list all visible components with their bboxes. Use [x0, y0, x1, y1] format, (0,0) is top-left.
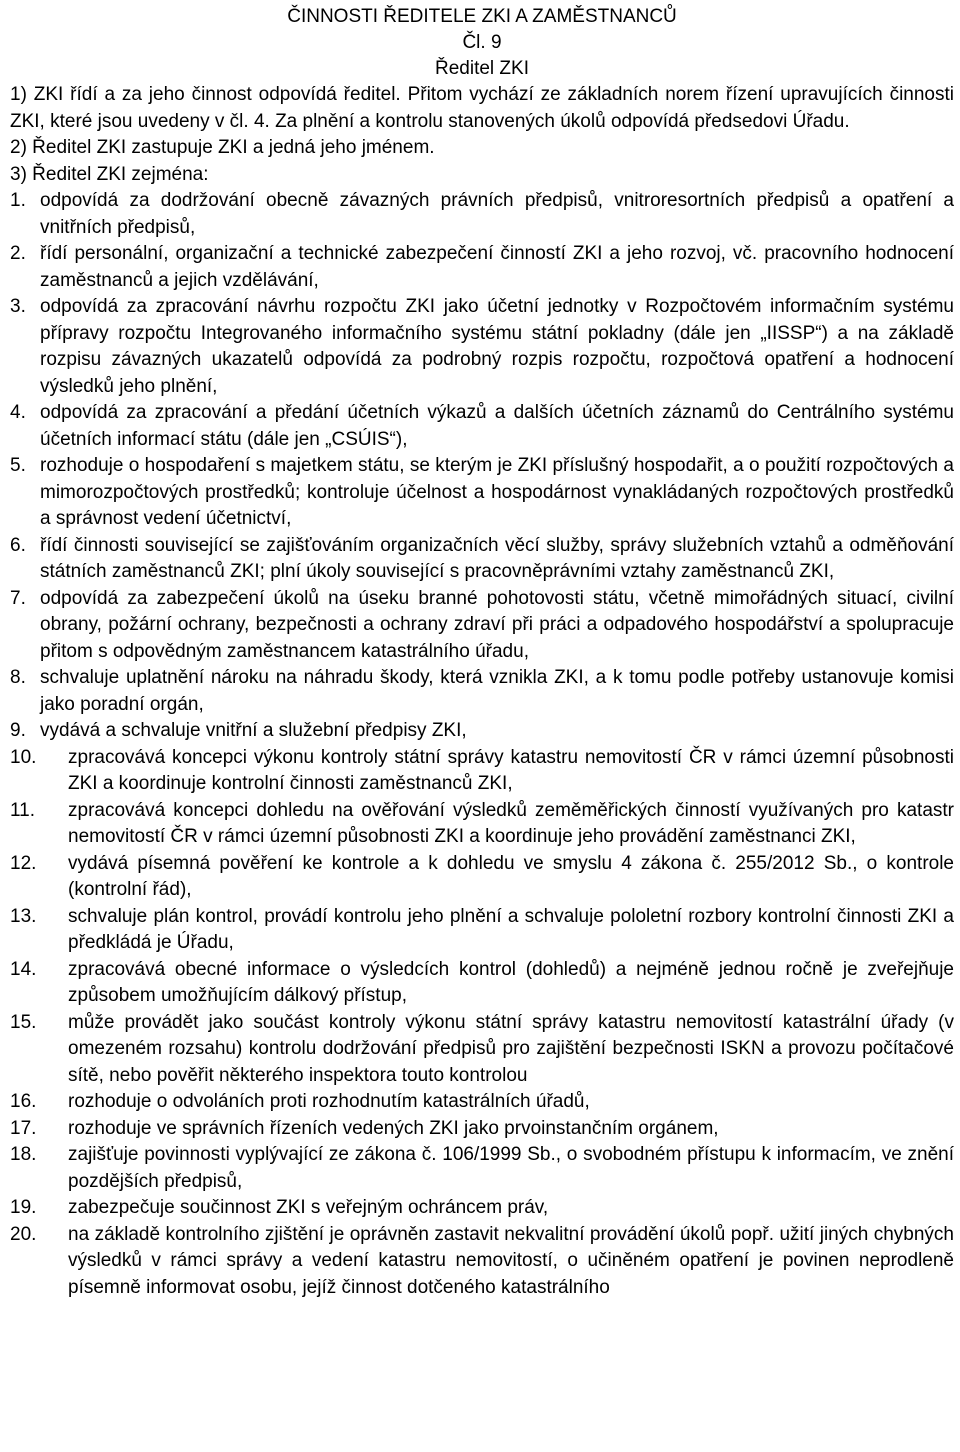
list-item-number: 10.: [10, 746, 37, 768]
list-item-number: 3.: [10, 296, 26, 317]
list-item-text: rozhoduje o hospodaření s majetkem státu, se kterým je ZKI příslušný hospodařit, a o použití rozpočtových a mimorozpočtových prostředků; kontroluje účelnost a hospodárnost vynakládaných rozpočtových prostředků a správnost vedení účetnictví,: [40, 455, 954, 529]
list-item: [10, 294, 954, 400]
list-item-text: zabezpečuje součinnost ZKI s veřejným ochráncem práv,: [68, 1197, 549, 1218]
list-item: [10, 533, 954, 586]
list-item: [10, 718, 954, 745]
list-item: [10, 1142, 954, 1195]
article-subtitle: Ředitel ZKI: [435, 58, 529, 79]
list-item: [10, 851, 954, 904]
list-item: [10, 1116, 954, 1143]
list-item: [10, 400, 954, 453]
list-item-number: 7.: [10, 587, 26, 609]
list-item-text: řídí činnosti související se zajišťováním organizačních věcí služby, správy služebních vztahů a odměňování státních zaměstnanců ZKI; plní úkoly související s pracovněprávními vztahy zaměstnanců ZKI,: [40, 534, 954, 582]
list-item-text: rozhoduje o odvoláních proti rozhodnutím katastrálních úřadů,: [68, 1091, 590, 1112]
list-item-number: 5.: [10, 455, 26, 476]
paragraph-2: 2) Ředitel ZKI zastupuje ZKI a jedná jeho jménem.: [10, 137, 435, 158]
list-item-text: řídí personální, organizační a technické zabezpečení činností ZKI a jeho rozvoj, vč. pracovního hodnocení zaměstnanců a jejich vzdělávání,: [40, 243, 954, 291]
list-item-text: na základě kontrolního zjištění je oprávněn zastavit nekvalitní provádění úkolů popř. užití jiných chybných výsledků v rámci správy a vedení katastru nemovitostí, o učiněném opatření je povinen neprodleně písemně informovat osobu, jejíž činnost dotčeného katastrálního: [68, 1223, 954, 1298]
list-item-text: rozhoduje ve správních řízeních vedených ZKI jako prvoinstančním orgánem,: [68, 1117, 719, 1139]
list-item-text: odpovídá za dodržování obecně závazných právních předpisů, vnitroresortních předpisů a opatření a vnitřních předpisů,: [40, 190, 954, 238]
list-item-number: 1.: [10, 190, 26, 211]
list-item-text: zajišťuje povinnosti vyplývající ze zákona č. 106/1999 Sb., o svobodném přístupu k informacím, ve znění pozdějších předpisů,: [68, 1144, 954, 1192]
list-item: [10, 798, 954, 851]
duties-list: [10, 188, 954, 1301]
list-item-text: zpracovává koncepci výkonu kontroly státní správy katastru nemovitostí ČR v rámci územní působnosti ZKI a koordinuje kontrolní činnosti zaměstnanců ZKI,: [68, 746, 954, 794]
list-item: [10, 586, 954, 666]
list-item-number: 19.: [10, 1197, 37, 1218]
article-number: Čl. 9: [462, 32, 502, 53]
list-item: [10, 1222, 954, 1302]
list-item: [10, 745, 954, 798]
list-item-number: 8.: [10, 667, 26, 688]
list-item-number: 6.: [10, 534, 26, 556]
list-item-number: 11.: [10, 799, 36, 821]
list-item-number: 14.: [10, 958, 37, 980]
paragraph-3: 3) Ředitel ZKI zejména:: [10, 163, 209, 185]
list-item: [10, 1089, 954, 1116]
list-item-text: odpovídá za zpracování a předání účetních výkazů a dalších účetních záznamů do Centrálního systému účetních informací státu (dále jen „CSÚIS“),: [40, 402, 954, 450]
list-item-text: schvaluje plán kontrol, provádí kontrolu jeho plnění a schvaluje pololetní rozbory kontrolní činnosti ZKI a předkládá je Úřadu,: [68, 905, 954, 953]
list-item: [10, 1195, 954, 1222]
list-item: [10, 241, 954, 294]
list-item-text: může provádět jako součást kontroly výkonu státní správy katastru nemovitostí katastrální úřady (v omezeném rozsahu) kontrolu dodržování předpisů pro zajištění bezpečnosti ISKN a provozu počítačové sítě, nebo pověřit některého inspektora touto kontrolou: [68, 1011, 954, 1086]
list-item: [10, 957, 954, 1010]
list-item: [10, 188, 954, 241]
chapter-title: ČINNOSTI ŘEDITELE ZKI A ZAMĚSTNANCŮ: [287, 6, 677, 27]
list-item-number: 2.: [10, 243, 26, 264]
list-item-number: 13.: [10, 905, 37, 927]
list-item-text: schvaluje uplatnění nároku na náhradu škody, která vznikla ZKI, a k tomu podle potřeby ustanovuje komisi jako poradní orgán,: [40, 667, 954, 715]
list-item: [10, 1010, 954, 1090]
list-item-number: 12.: [10, 852, 37, 874]
list-item-number: 18.: [10, 1144, 37, 1165]
list-item-number: 4.: [10, 402, 26, 423]
list-item: [10, 453, 954, 533]
list-item-text: zpracovává koncepci dohledu na ověřování výsledků zeměměřických činností využívaných pro katastr nemovitostí ČR v rámci územní působnosti ZKI a koordinuje jeho provádění zaměstnanci ZKI,: [68, 799, 954, 847]
list-item-text: odpovídá za zpracování návrhu rozpočtu ZKI jako účetní jednotky v Rozpočtovém informačním systému přípravy rozpočtu Integrovaného informačního systému státní pokladny (dále jen „IISSP“) a na základě rozpisu závazných ukazatelů odpovídá za podrobný rozpis rozpočtu, rozpočtová opatření a hodnocení výsledků jeho plnění,: [40, 296, 954, 397]
list-item-text: vydává písemná pověření ke kontrole a k dohledu ve smyslu 4 zákona č. 255/2012 Sb., o kontrole (kontrolní řád),: [68, 852, 954, 900]
list-item-number: 15.: [10, 1011, 37, 1033]
list-item-text: vydává a schvaluje vnitřní a služební předpisy ZKI,: [40, 720, 467, 741]
list-item-text: odpovídá za zabezpečení úkolů na úseku branné pohotovosti státu, včetně mimořádných situací, civilní obrany, požární ochrany, bezpečnosti a ochrany zdraví při práci a odpadového hospodářství a spolupracuje přitom s odpovědným zaměstnancem katastrálního úřadu,: [40, 587, 954, 662]
list-item-number: 9.: [10, 720, 26, 741]
paragraph-1: 1) ZKI řídí a za jeho činnost odpovídá ředitel. Přitom vychází ze základních norem řízení upravujících činnosti ZKI, které jsou uvedeny v čl. 4. Za plnění a kontrolu stanovených úkolů odpovídá předsedovi Úřadu.: [10, 84, 954, 132]
list-item-number: 17.: [10, 1117, 37, 1139]
list-item-text: zpracovává obecné informace o výsledcích kontrol (dohledů) a nejméně jednou ročně je zveřejňuje způsobem umožňujícím dálkový přístup,: [68, 958, 954, 1006]
list-item-number: 16.: [10, 1091, 37, 1112]
list-item-number: 20.: [10, 1223, 37, 1245]
list-item: [10, 904, 954, 957]
list-item: [10, 665, 954, 718]
